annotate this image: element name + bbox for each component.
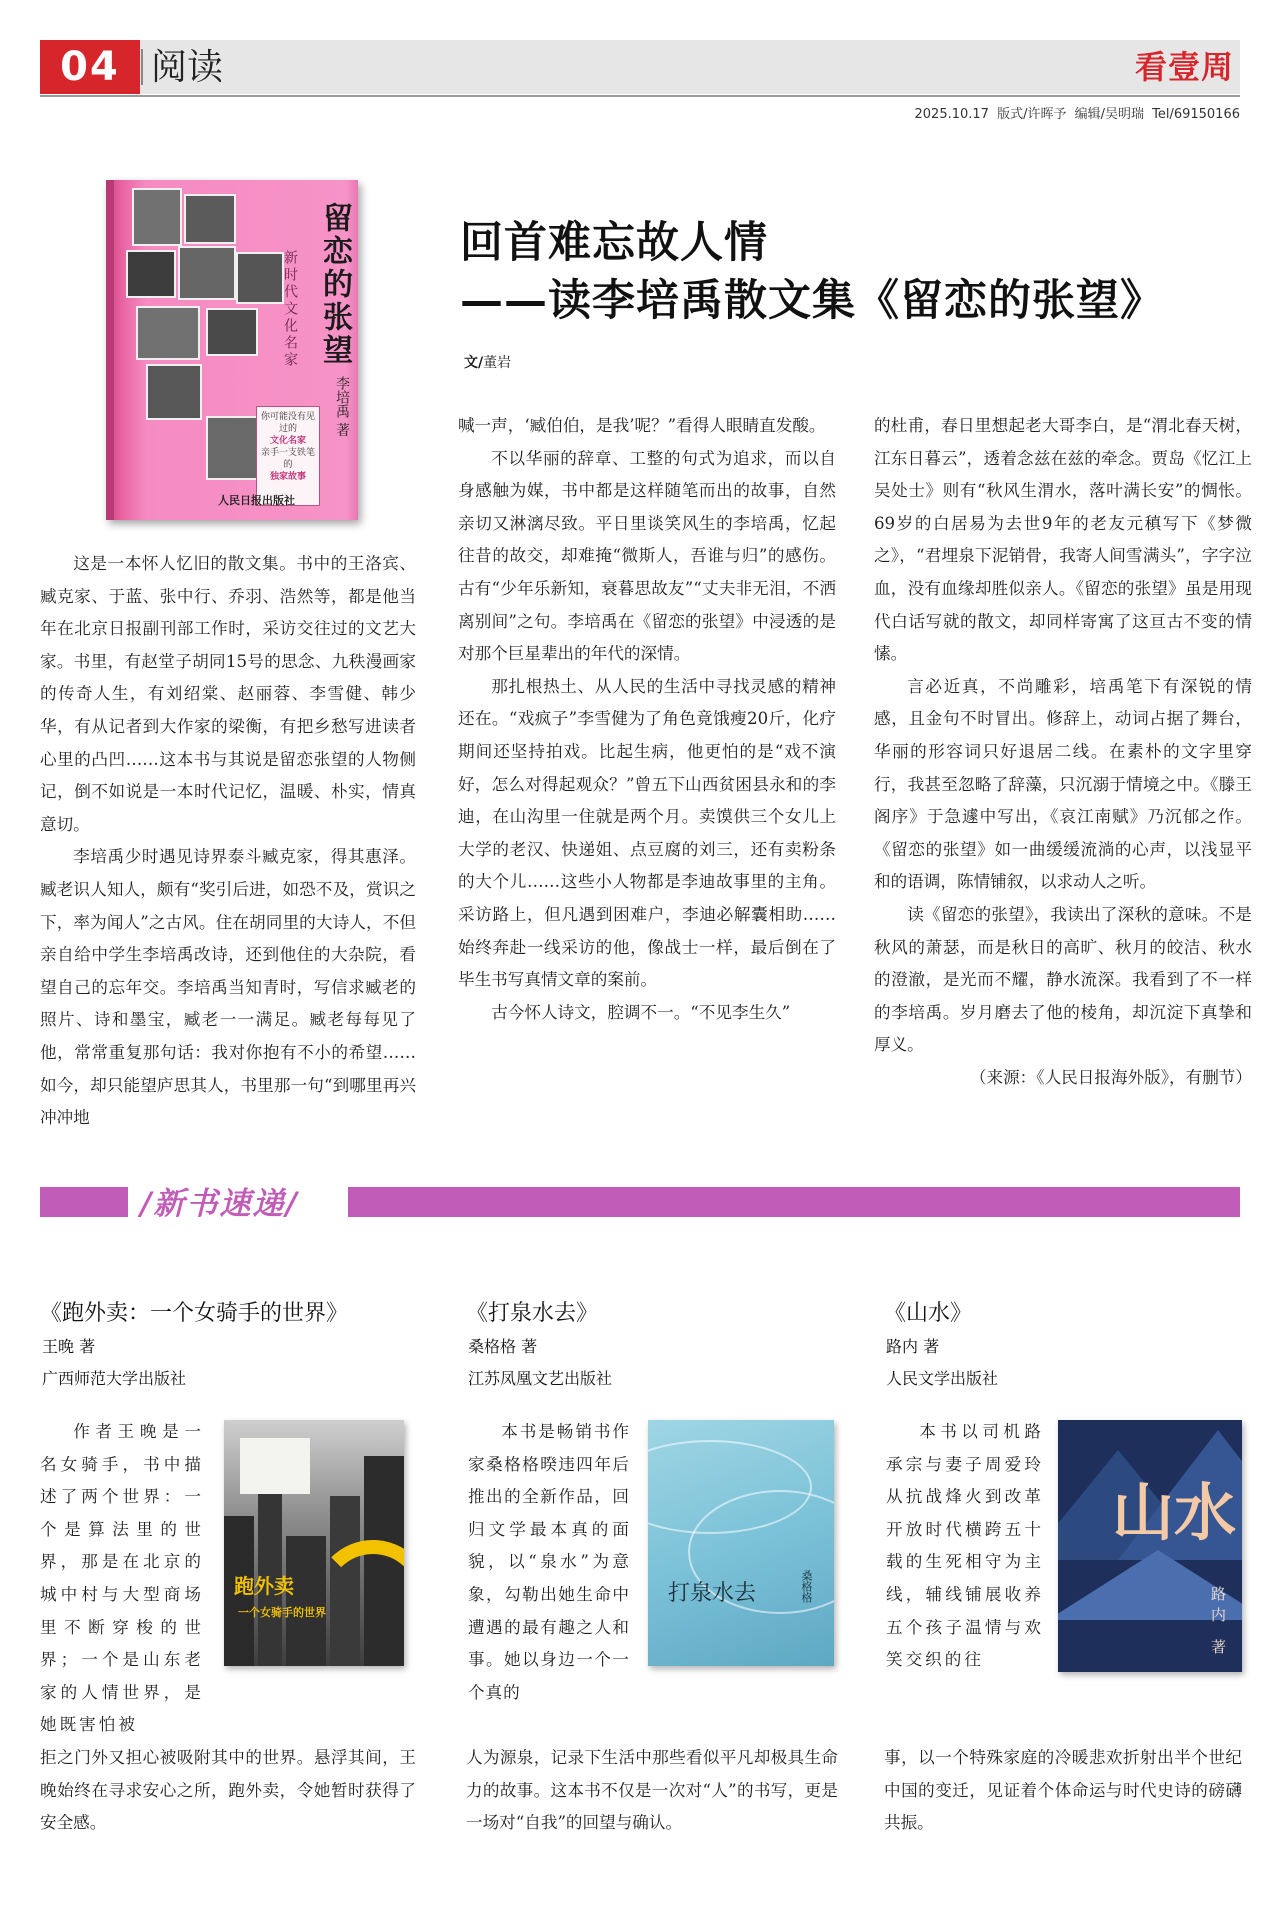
cover-subtitle: 新时代文化名家 <box>282 250 298 369</box>
cover-photo <box>236 252 284 304</box>
book-author: 路内 著 <box>886 1337 940 1356</box>
article-column-2 <box>458 410 836 1029</box>
book-title: 《跑外卖：一个女骑手的世界》 <box>40 1301 349 1326</box>
cover-photo <box>206 308 258 356</box>
article-column-1 <box>40 548 416 1135</box>
book-description-continued: 人为源泉，记录下生活中那些看似平凡却极具生命力的故事。这本书不仅是一次对“人”的书写，更是一场对“自我”的回望与确认。 <box>466 1748 838 1833</box>
article-headline <box>460 214 1164 330</box>
paragraph: 那扎根热土、从人民的生活中寻找灵感的精神还在。“戏疯子”李雪健为了角色竟饿瘦20斤，化疗期间还坚持拍戏。比起生病，他更怕的是“戏不演好，怎么对得起观众？”曾五下山西贫困县永和的李迪，在山沟里一住就是两个月。卖馍供三个女儿上大学的老汉、快递姐、点豆腐的刘三，还有卖粉条的大个儿……这些小人物都是李迪故事里的主角。采访路上，但凡遇到困难户，李迪必解囊相助……始终奔赴一线采访的他，像战士一样，最后倒在了毕生书写真情文章的案前。 <box>458 676 836 990</box>
paragraph: 读《留恋的张望》，我读出了深秋的意味。不是秋风的萧瑟，而是秋日的高旷、秋月的皎洁、秋水的澄澈，是光而不耀，静水流深。我看到了不一样的李培禹。岁月磨去了他的棱角，却沉淀下真挚和厚义。 <box>874 904 1252 1055</box>
paragraph: 的杜甫，春日里想起老大哥李白，是“渭北春天树，江东日暮云”，透着念兹在兹的牵念。贾岛《忆江上吴处士》则有“秋风生渭水，落叶满长安”的惆怅。69岁的白居易为去世9年的老友元稹写下《梦微之》，“君埋泉下泥销骨，我寄人间雪满头”，字字泣血，没有血缘却胜似亲人。《留恋的张望》虽是用现代白话写就的散文，却同样寄寓了这亘古不变的情愫。 <box>874 416 1252 664</box>
headline-line-2: ——读李培禹散文集《留恋的张望》 <box>460 276 1164 326</box>
book-title: 《打泉水去》 <box>466 1301 599 1326</box>
cover-photo <box>178 246 236 300</box>
headline-line-1: 回首难忘故人情 <box>460 218 768 268</box>
cover-photo <box>126 250 176 298</box>
book-author: 桑格格 著 <box>468 1337 538 1356</box>
newspaper-logo: 看壹周 <box>1134 48 1234 86</box>
cover-photo <box>136 306 200 360</box>
cover-title: 打泉水去 <box>668 1581 757 1606</box>
book-description: 本书以司机路承宗与妻子周爱玲从抗战烽火到改革开放时代横跨五十载的生死相守为主线，辅线铺展收养五个孩子温情与欢笑交织的往 <box>886 1422 1044 1670</box>
article-source: （来源：《人民日报海外版》，有删节） <box>969 1067 1252 1087</box>
book-cover-image <box>106 180 358 520</box>
cover-subtitle: 一个女骑手的世界 <box>238 1606 326 1619</box>
cover-publisher: 人民日报出版社 <box>218 494 295 507</box>
yellow-ring <box>314 1540 404 1658</box>
book-publisher: 人民文学出版社 <box>886 1369 999 1388</box>
section-title: 阅读 <box>151 47 224 88</box>
cover-photo <box>132 188 182 246</box>
paragraph: 古今怀人诗文，腔调不一。“不见李生久” <box>491 1002 791 1022</box>
book-description: 本书是畅销书作家桑格格暌违四年后推出的全新作品，回归文学最本真的面貌，以“泉水”为意象，勾勒出她生命中遭遇的最有趣之人和事。她以身边一个一个真的 <box>468 1422 630 1702</box>
sticker-line: 亲手一支铁笔的 <box>260 448 315 470</box>
new-books-section-title: /新书速递/ <box>140 1186 299 1222</box>
book-author: 王晚 著 <box>42 1337 96 1356</box>
order-card <box>240 1438 310 1494</box>
cover-author: 路内 著 <box>1209 1586 1227 1660</box>
paragraph: 喊一声，‘臧伯伯，是我’呢？”看得人眼睛直发酸。 <box>458 416 826 435</box>
book-description-continued: 事，以一个特殊家庭的冷暖悲欢折射出半个世纪中国的变迁，见证着个体命运与时代史诗的磅礴共振。 <box>884 1748 1242 1833</box>
book-cover-image <box>648 1420 834 1666</box>
cover-title: 留恋的张望 <box>317 202 352 367</box>
cover-spine <box>106 180 114 520</box>
page-number: 04 <box>40 40 140 94</box>
byline-prefix: 文/ <box>464 355 484 371</box>
paragraph: 言必近真，不尚雕彩，培禹笔下有深锐的情感，且金句不时冒出。修辞上，动词占据了舞台，华丽的形容词只好退居二线。在素朴的文字里穿行，我甚至忽略了辞藻，只沉溺于情境之中。《滕王阁序》于急遽中写出，《哀江南赋》乃沉郁之作。《留恋的张望》如一曲缓缓流淌的心声，以浅显平和的语调，陈情铺叙，以求动人之听。 <box>874 676 1252 892</box>
book-cover-image <box>224 1420 404 1666</box>
sticker-line: 你可能没有见过的 <box>260 412 315 434</box>
byline <box>464 352 511 372</box>
book-cover-image <box>1058 1420 1242 1672</box>
book-description-continued: 拒之门外又担心被吸附其中的世界。悬浮其间，王晚始终在寻求安心之所，跑外卖，令她暂时获得了安全感。 <box>40 1748 416 1833</box>
section-bar-left <box>40 1187 128 1217</box>
page-header <box>40 40 1240 94</box>
sticker-line: 文化名家 <box>269 436 306 446</box>
cover-author: 桑格格 <box>800 1570 813 1603</box>
cover-sticker <box>256 406 320 506</box>
book-title: 《山水》 <box>884 1301 973 1326</box>
paragraph: 李培禹少时遇见诗界泰斗臧克家，得其惠泽。臧老识人知人，颇有“奖引后进，如恐不及，赏识之下，率为闻人”之古风。住在胡同里的大诗人，不但亲自给中学生李培禹改诗，还到他住的大杂院，看望自己的忘年交。李培禹当知青时，写信求臧老的照片、诗和墨宝，臧老一一满足。臧老每每见了他，常常重复那句话：我对你抱有不小的希望……如今，却只能望庐思其人，书里那一句“到哪里再兴冲冲地 <box>40 847 416 1128</box>
book-description: 作者王晚是一名女骑手，书中描述了两个世界：一个是算法里的世界，那是在北京的城中村与大型商场里不断穿梭的世界；一个是山东老家的人情世界，是她既害怕被 <box>40 1422 204 1735</box>
cover-title: 山水 <box>1112 1476 1237 1549</box>
article-column-3 <box>874 410 1252 1094</box>
paragraph: 不以华丽的辞章、工整的句式为追求，而以自身感触为媒，书中都是这样随笔而出的故事，自然亲切又淋漓尽致。平日里谈笑风生的李培禹，忆起往昔的故交，却难掩“微斯人，吾谁与归”的感伤。古有“少年乐新知，衰暮思故友”“丈夫非无泪，不洒离别间”之句。李培禹在《留恋的张望》中浸透的是对那个巨星辈出的年代的深情。 <box>458 448 836 664</box>
section-bar-right <box>348 1187 1240 1217</box>
cover-author: 李培禹 著 <box>334 376 350 437</box>
book-publisher: 江苏凤凰文艺出版社 <box>468 1369 613 1388</box>
header-rule <box>40 95 1240 97</box>
book-publisher: 广西师范大学出版社 <box>42 1369 187 1388</box>
paragraph: 这是一本怀人忆旧的散文集。书中的王洛宾、臧克家、于蓝、张中行、乔羽、浩然等，都是他当年在北京日报副刊部工作时，采访交往过的文艺大家。书里，有赵堂子胡同15号的思念、九秩漫画家的传奇人生，有刘绍棠、赵丽蓉、李雪健、韩少华，有从记者到大作家的梁衡，有把乡愁写进读者心里的凸凹……这本书与其说是留恋张望的人物侧记，倒不如说是一本时代记忆，温暖、朴实，情真意切。 <box>40 554 416 834</box>
issue-info: 2025.10.17 版式/许晖予 编辑/吴明瑞 Tel/69150166 <box>914 107 1240 122</box>
header-divider <box>141 49 143 85</box>
byline-author: 董岩 <box>483 355 512 371</box>
sticker-line: 独家故事 <box>269 472 306 482</box>
cover-photo <box>184 194 236 244</box>
cover-title: 跑外卖 <box>234 1574 294 1598</box>
cover-photo <box>146 364 202 420</box>
